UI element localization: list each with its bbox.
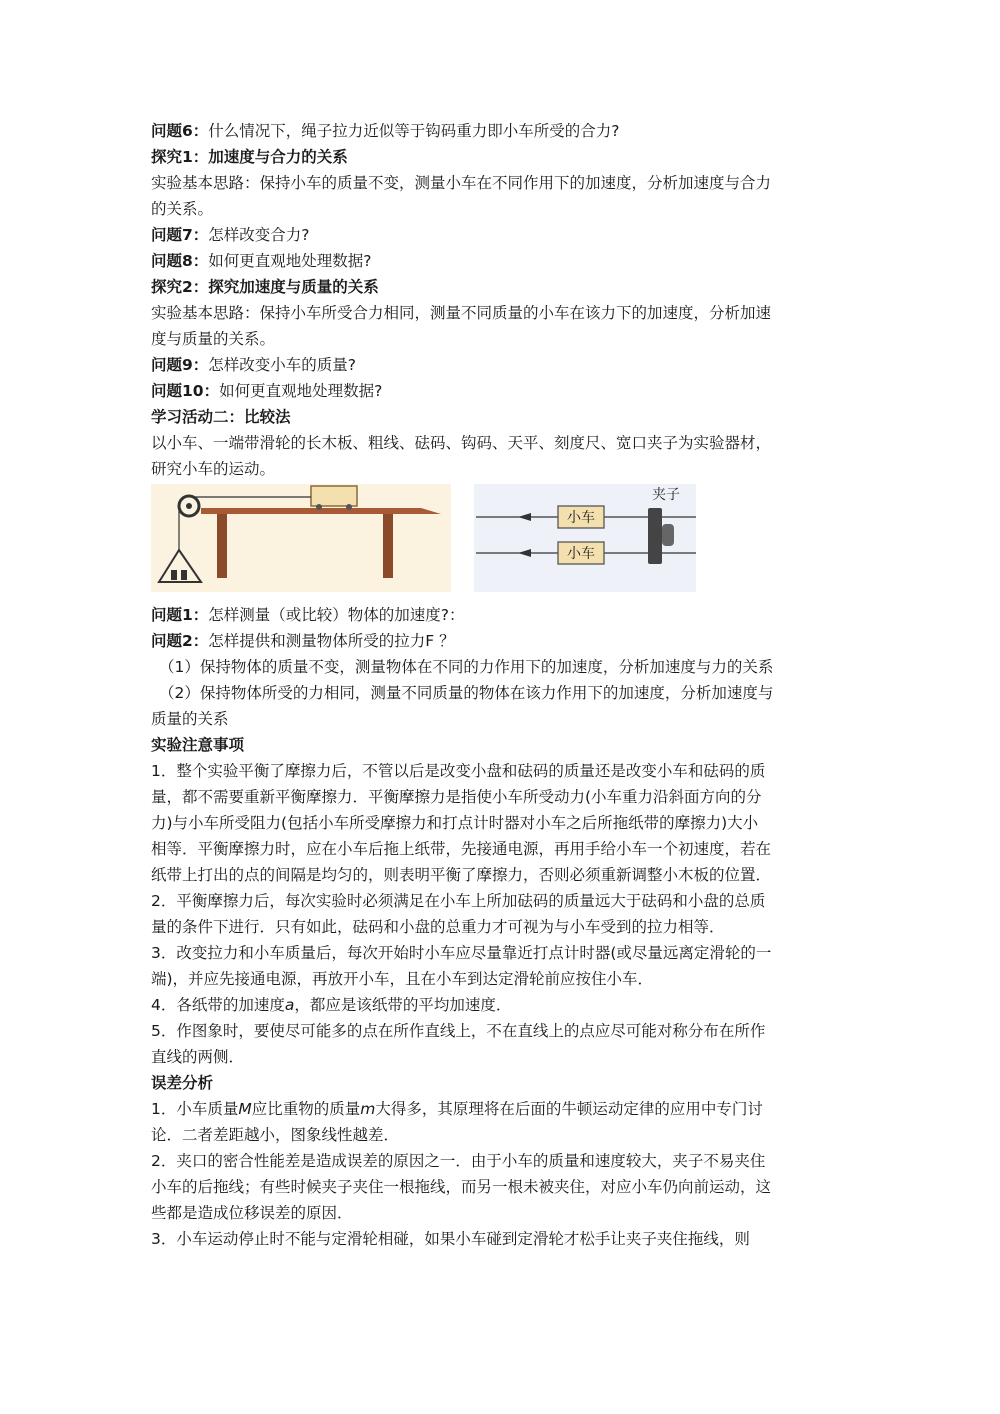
paragraph-line: 2．平衡摩擦力后，每次实验时必须满足在小车上所加砝码的质量远大于砝码和小盘的总质 (151, 892, 766, 910)
question-1: 问题1：怎样测量（或比较）物体的加速度?： (151, 606, 465, 624)
paragraph-line: 5．作图象时，要使尽可能多的点在所作直线上，不在直线上的点应尽可能对称分布在所作 (151, 1022, 766, 1040)
clip-handle-icon (662, 524, 674, 546)
paragraph-line: （2）保持物体所受的力相同，测量不同质量的物体在该力作用下的加速度，分析加速度与 (159, 684, 774, 702)
paragraph-line: 力)与小车所受阻力(包括小车所受摩擦力和打点计时器对小车之后所拖纸带的摩擦力)大小 (151, 814, 759, 832)
table-leg-icon (383, 514, 393, 578)
weight-icon (171, 570, 177, 580)
question-6: 问题6：什么情况下，绳子拉力近似等于钩码重力即小车所受的合力? (151, 122, 620, 140)
paragraph-line: 量，都不需要重新平衡摩擦力．平衡摩擦力是指使小车所受动力(小车重力沿斜面方向的分 (151, 788, 762, 806)
cart-icon (311, 486, 357, 506)
cart-top-label: 小车 (567, 510, 595, 526)
question-8: 问题8：如何更直观地处理数据? (151, 252, 372, 270)
precautions-heading: 实验注意事项 (151, 736, 245, 754)
paragraph-line: 3．改变拉力和小车质量后，每次开始时小车应尽量靠近打点计时器(或尽量远离定滑轮的一 (151, 944, 772, 962)
paragraph-line: 研究小车的运动。 (151, 460, 276, 478)
experiment-figures (151, 484, 851, 596)
question-9: 问题9：怎样改变小车的质量? (151, 356, 357, 374)
paragraph-line: 量的条件下进行．只有如此，砝码和小盘的总重力才可视为与小车受到的拉力相等． (151, 918, 725, 936)
document-body (151, 118, 851, 1252)
pulley-axle-icon (186, 503, 192, 509)
paragraph-line: 直线的两侧． (151, 1048, 245, 1066)
paragraph-line: 小车的后拖线；有些时候夹子夹住一根拖线，而另一根未被夹住，对应小车仍向前运动，这 (151, 1178, 772, 1196)
paragraph-line: 端)，并应先接通电源，再放开小车，且在小车到达定滑轮前应按住小车． (151, 970, 654, 988)
question-7: 问题7：怎样改变合力? (151, 226, 310, 244)
paragraph-line: 以小车、一端带滑轮的长木板、粗线、砝码、钩码、天平、刻度尺、宽口夹子为实验器材， (151, 434, 772, 452)
question-10: 问题10：如何更直观地处理数据? (151, 382, 383, 400)
paragraph-line: 些都是造成位移误差的原因． (151, 1204, 353, 1222)
cart-wheel-icon (316, 504, 322, 510)
paragraph-line: 3．小车运动停止时不能与定滑轮相碰，如果小车碰到定滑轮才松手让夹子夹住拖线，则 (151, 1230, 750, 1248)
paragraph-line: 1．小车质量M应比重物的质量m大得多，其原理将在后面的牛顿运动定律的应用中专门讨 (151, 1100, 763, 1118)
two-carts-clip-figure (474, 484, 696, 592)
paragraph-line: 实验基本思路：保持小车所受合力相同，测量不同质量的小车在该力下的加速度，分析加速 (151, 304, 772, 322)
paragraph-line: （1）保持物体的质量不变，测量物体在不同的力作用下的加速度，分析加速度与力的关系 (159, 658, 774, 676)
inquiry-2-heading: 探究2：探究加速度与质量的关系 (151, 278, 379, 296)
table-pulley-figure (151, 484, 451, 592)
paragraph-line: 相等．平衡摩擦力时，应在小车后拖上纸带，先接通电源，再用手给小车一个初速度，若在 (151, 840, 772, 858)
paragraph-line: 纸带上打出的点的间隔是均匀的，则表明平衡了摩擦力，否则必须重新调整小木板的位置． (151, 866, 772, 884)
error-analysis-heading: 误差分析 (151, 1074, 214, 1092)
table-leg-icon (217, 514, 227, 578)
paragraph-line: 1．整个实验平衡了摩擦力后，不管以后是改变小盘和砝码的质量还是改变小车和砝码的质 (151, 762, 766, 780)
clip-label: 夹子 (652, 487, 680, 503)
cart-bottom-label: 小车 (567, 546, 595, 562)
paragraph-line: 2．夹口的密合性能差是造成误差的原因之一．由于小车的质量和速度较大，夹子不易夹住 (151, 1152, 766, 1170)
weight-icon (181, 570, 187, 580)
activity-2-heading: 学习活动二：比较法 (151, 408, 291, 426)
paragraph-line: 4．各纸带的加速度a，都应是该纸带的平均加速度． (151, 996, 512, 1014)
question-2: 问题2：怎样提供和测量物体所受的拉力F ？ (151, 632, 455, 650)
inquiry-1-heading: 探究1：加速度与合力的关系 (151, 148, 348, 166)
paragraph-line: 实验基本思路：保持小车的质量不变，测量小车在不同作用下的加速度，分析加速度与合力 (151, 174, 772, 192)
paragraph-line: 论．二者差距越小，图象线性越差． (151, 1126, 400, 1144)
paragraph-line: 质量的关系 (151, 710, 229, 728)
clip-icon (648, 508, 662, 564)
paragraph-line: 度与质量的关系。 (151, 330, 276, 348)
cart-wheel-icon (346, 504, 352, 510)
paragraph-line: 的关系。 (151, 200, 214, 218)
